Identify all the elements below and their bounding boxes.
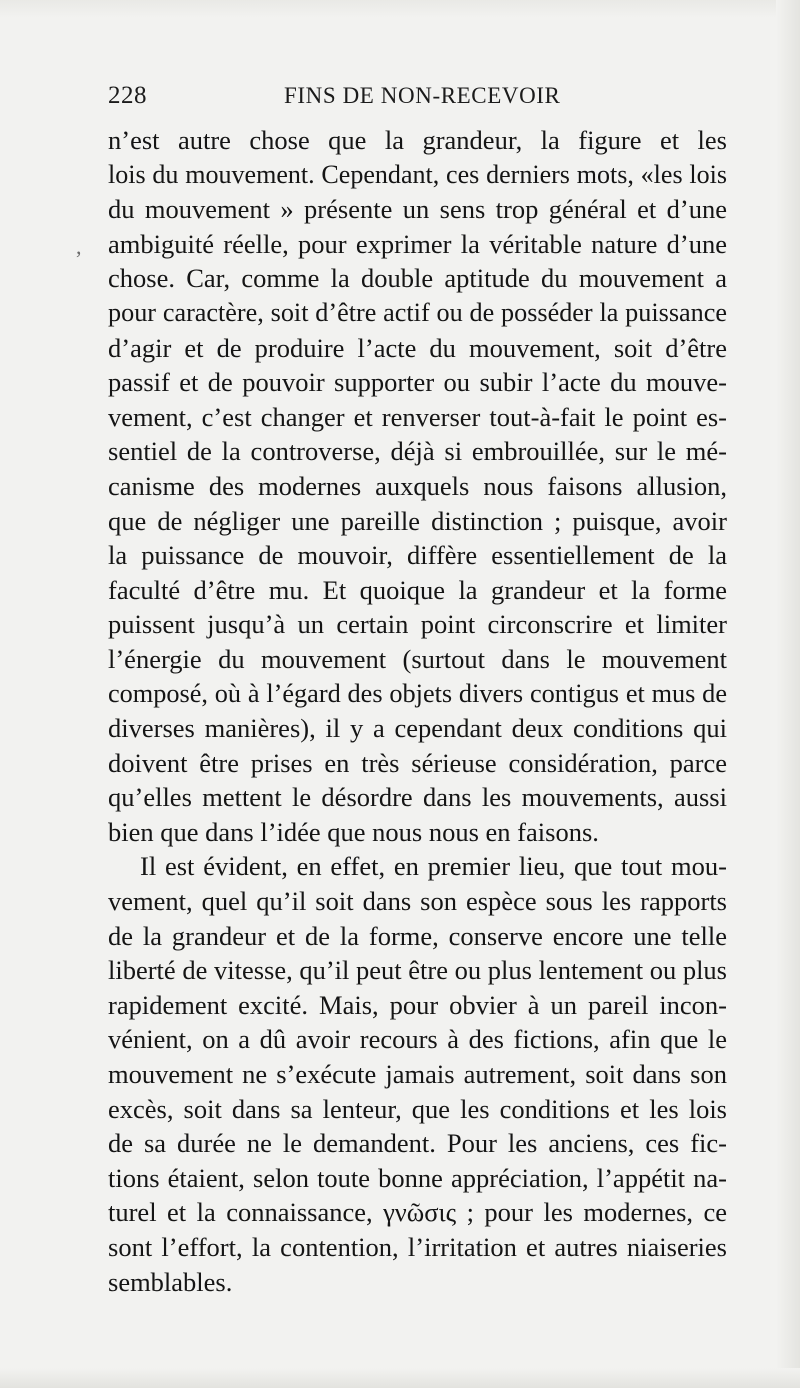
text-line: sont l’effort, la contention, l’irritation et autres niaiseries	[108, 1232, 727, 1262]
margin-mark: ,	[76, 234, 82, 259]
page-top-edge	[0, 0, 800, 18]
page-right-edge	[776, 0, 800, 1388]
text-line: composé, où à l’égard des objets divers contigus et mus de	[108, 678, 727, 708]
text-line: canisme des modernes auxquels nous faisons allusion,	[108, 470, 727, 501]
text-line: sentiel de la controverse, déjà si embrouillée, sur le mé-	[108, 436, 727, 467]
text-line: faculté d’être mu. Et quoique la grandeur et la forme	[108, 574, 727, 605]
text-line: excès, soit dans sa lenteur, que les conditions et les lois	[108, 1093, 727, 1124]
text-line: doivent être prises en très sérieuse considération, parce	[108, 747, 727, 778]
body-text	[108, 123, 727, 1299]
text-line: vement, c’est changer et renverser tout-à-fait le point es-	[108, 401, 727, 432]
text-line: semblables.	[108, 1266, 233, 1297]
text-line: mouvement ne s’exécute jamais autrement, soit dans son	[108, 1059, 727, 1090]
text-line: pour caractère, soit d’être actif ou de posséder la puissance	[108, 297, 727, 327]
text-line: liberté de vitesse, qu’il peut être ou plus lentement ou plus	[108, 955, 727, 986]
text-line: diverses manières), il y a cependant deux conditions qui	[108, 713, 727, 744]
text-line: que de négliger une pareille distinction ; puisque, avoir	[108, 505, 727, 536]
text-line: de la grandeur et de la forme, conserve encore une telle	[108, 920, 727, 951]
text-line: puissent jusqu’à un certain point circonscrire et limiter	[108, 609, 727, 640]
running-head: FINS DE NON-RECEVOIR	[284, 83, 561, 108]
text-line: turel et la connaissance, γνῶσις ; pour les modernes, ce	[108, 1197, 727, 1228]
text-line: n’est autre chose que la grandeur, la figure et les	[108, 125, 727, 155]
page-header	[108, 82, 708, 122]
text-line: qu’elles mettent le désordre dans les mouvements, aussi	[108, 782, 727, 813]
text-line: l’énergie du mouvement (surtout dans le mouvement	[108, 643, 727, 674]
text-line: vénient, on a dû avoir recours à des fictions, afin que le	[108, 1024, 727, 1055]
text-line: la puissance de mouvoir, diffère essentiellement de la	[108, 540, 727, 571]
text-line: d’agir et de produire l’acte du mouvement, soit d’être	[108, 332, 727, 363]
text-line: tions étaient, selon toute bonne appréciation, l’appétit na-	[108, 1162, 727, 1193]
page-number: 228	[108, 82, 147, 109]
paragraph-1	[108, 123, 727, 849]
paragraph-2	[108, 849, 727, 1299]
text-line: rapidement excité. Mais, pour obvier à un pareil incon-	[108, 989, 727, 1020]
text-line: chose. Car, comme la double aptitude du mouvement a	[108, 263, 727, 294]
text-line: vement, quel qu’il soit dans son espèce sous les rapports	[108, 886, 727, 917]
text-line: passif et de pouvoir supporter ou subir l’acte du mouve-	[108, 367, 727, 398]
page-bottom-edge	[0, 1368, 800, 1388]
text-line: bien que dans l’idée que nous nous en faisons.	[108, 816, 599, 847]
text-line: ambiguité réelle, pour exprimer la véritable nature d’une	[108, 228, 727, 259]
text-line: Il est évident, en effet, en premier lieu, que tout mou-	[140, 851, 727, 882]
text-line: de sa durée ne le demandent. Pour les anciens, ces fic-	[108, 1128, 727, 1159]
text-line: du mouvement » présente un sens trop général et d’une	[108, 194, 727, 225]
text-line: lois du mouvement. Cependant, ces derniers mots, «les lois	[108, 159, 727, 189]
